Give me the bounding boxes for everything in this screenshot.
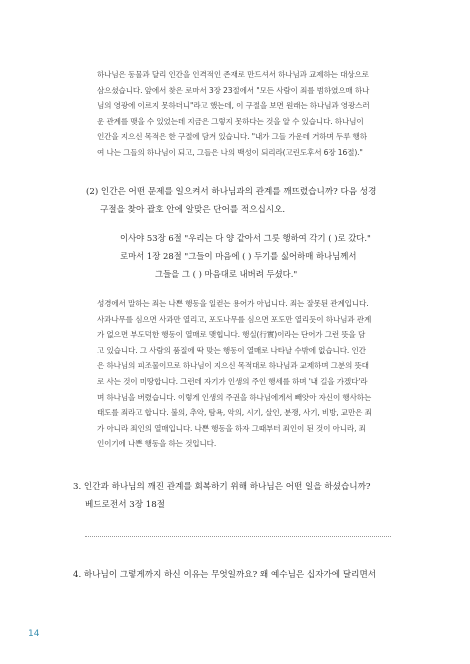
intro-line: 님의 영광에 이르지 못하더니"라고 했는데, 이 구절을 보면 원래는 하나님과 영광스러: [97, 101, 370, 111]
sin-line: 은 하나님의 피조물이므로 하나님이 지으신 목적대로 하나님과 교제하며 그분의 뜻대: [97, 361, 369, 371]
verse-romans: 로마서 1장 28절 "그들이 마음에 ( ) 두기를 싫어하매 하나님께서: [120, 251, 357, 261]
sin-line: 성경에서 말하는 죄는 나쁜 행동을 일컫는 용어가 아닙니다. 죄는 잘못된 관계입니다.: [97, 299, 369, 308]
verse-isaiah: 이사야 53장 6절 "우리는 다 양 같아서 그릇 행하여 각기 ( )로 갔다.": [120, 233, 371, 243]
intro-line: 인간을 지으신 목적은 한 구절에 담겨 있습니다. "내가 그들 가운데 거하며 두루 행하: [97, 132, 367, 142]
question-2-line-2: 구절을 찾아 괄호 안에 알맞은 단어를 적으십시오.: [100, 205, 286, 215]
sin-line: 사과나무를 심으면 사과만 열리고, 포도나무를 심으면 포도만 열리듯이 하나님과 관계: [97, 314, 372, 324]
sin-line: 인이기에 나쁜 행동을 하는 것입니다.: [97, 439, 217, 449]
sin-line: 가 아니라 죄인의 열매입니다. 나쁜 행동을 하자 그때부터 죄인이 된 것이 아니라, 죄: [97, 423, 366, 433]
sin-paragraph: [97, 296, 391, 452]
page-number: 14: [28, 629, 40, 639]
question-3-text: 3. 인간과 하나님의 깨진 관계를 회복하기 위해 하나님은 어떤 일을 하셨습니까?: [73, 482, 371, 492]
intro-line: 삼으셨습니다. 앞에서 찾은 로마서 3장 23절에서 "모든 사람이 죄를 범하였으매 하나: [97, 85, 370, 95]
sin-line: 태도를 죄라고 합니다. 불의, 추악, 탐욕, 악의, 시기, 살인, 분쟁, 사기, 비방, 교만은 죄: [97, 408, 372, 418]
sin-line: 며 하나님을 버렸습니다. 이렇게 인생의 주권을 하나님에게서 빼앗아 자신이 행사하는: [97, 392, 372, 402]
question-4: 4. 하나님이 그렇게까지 하신 이유는 무엇일까요? 왜 예수님은 십자가에 달리면서: [73, 570, 377, 580]
verse-romans-cont: 그들을 그 ( ) 마음대로 내버려 두셨다.": [155, 269, 298, 279]
question-3: [73, 478, 393, 514]
intro-line: 하나님은 동물과 달리 인간을 인격적인 존재로 만드셔서 하나님과 교제하는 대상으로: [97, 70, 369, 79]
sin-line: 고 있습니다. 그 사람의 품질에 딱 맞는 행동이 열매로 나타날 수밖에 없습니다. 인간: [97, 345, 366, 355]
intro-line: 운 관계를 맺을 수 있었는데 지금은 그렇지 못하다는 것을 알 수 있습니다. 하나님이: [97, 116, 364, 126]
verse-fill-in: [120, 229, 371, 283]
intro-paragraph: [97, 67, 391, 161]
question-2: [86, 183, 396, 219]
question-2-line-1: (2) 인간은 어떤 문제를 일으켜서 하나님과의 관계를 깨뜨렸습니까? 다음 성경: [86, 187, 377, 197]
sin-line: 가 없으면 부도덕한 행동이 열매로 맺힙니다. 행실(行實)이라는 단어가 그런 뜻을 담: [97, 330, 366, 340]
sin-line: 로 사는 것이 미땅합니다. 그런데 자기가 인생의 주인 행세를 하며 '내 길을 가겠다'라: [97, 376, 368, 386]
intro-line: 여 나는 그들의 하나님이 되고, 그들은 나의 백성이 되리라(고린도후서 6장 16절).": [97, 147, 363, 157]
question-3-reference: 베드로전서 3장 18절: [85, 500, 165, 510]
answer-line: [85, 536, 391, 537]
